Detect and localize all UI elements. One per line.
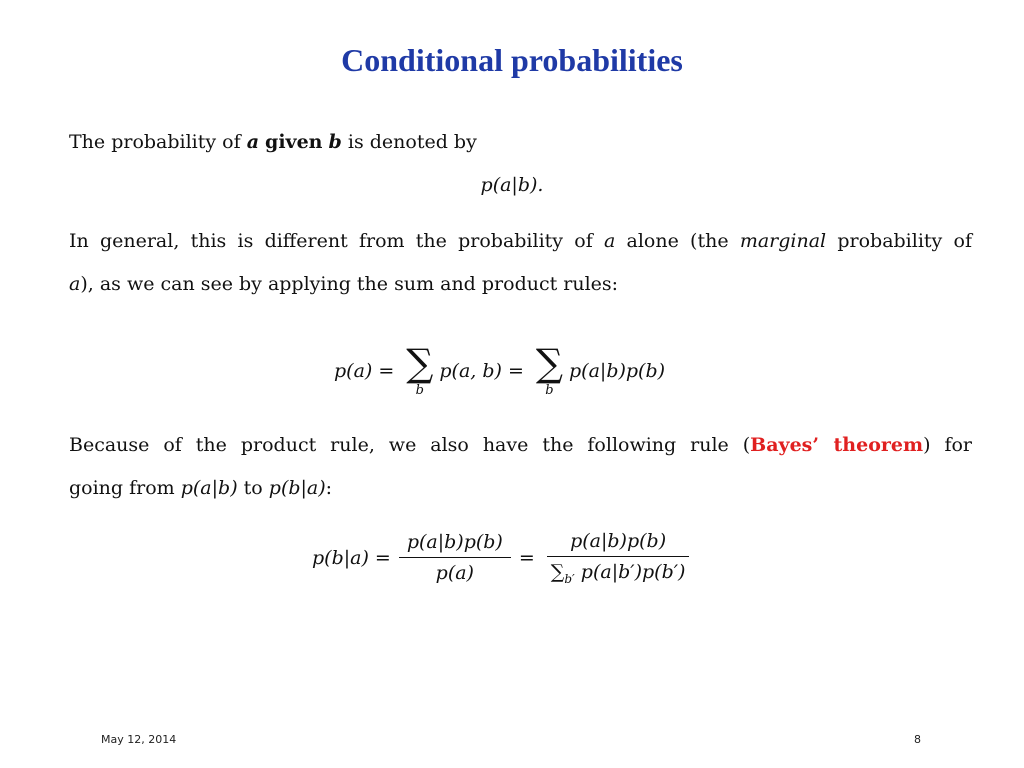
sum-sub-2: b: [545, 383, 554, 398]
general-line-1: [69, 220, 972, 263]
bayes-math-2: p(b|a): [268, 477, 326, 499]
bayes-lhs: p(b|a): [312, 546, 369, 569]
bayes-text-5: :: [325, 477, 333, 499]
general-marginal: marginal: [739, 230, 827, 252]
bayes-paragraph: [69, 424, 972, 510]
intro-given: given: [265, 131, 323, 153]
general-text-3: probability of: [826, 230, 972, 252]
fraction-2-denominator: [547, 556, 690, 586]
bayes-math-1: p(a|b): [180, 477, 238, 499]
sum-symbol-1: ∑: [406, 341, 434, 385]
bayes-equals-1: =: [374, 546, 391, 569]
general-var-a: a: [603, 230, 616, 252]
bayes-text-3: going from: [69, 477, 181, 499]
general-var-a2: a: [69, 273, 81, 295]
marginal-equals-2: =: [507, 359, 524, 382]
intro-paragraph: [69, 121, 972, 164]
bayes-text-2: ) for: [923, 434, 972, 456]
bayes-text-1: Because of the product rule, we also have the following rule (: [69, 434, 751, 456]
slide-title: Conditional probabilities: [341, 42, 683, 78]
bayes-fraction-1: [403, 531, 507, 584]
footer-date: May 12, 2014: [101, 733, 177, 746]
sum-symbol-2: ∑: [535, 341, 564, 385]
intro-text-1: The probability of: [69, 131, 247, 153]
bayes-theorem-highlight: Bayes’ theorem: [750, 434, 924, 456]
marginal-term-1: p(a, b): [439, 359, 502, 382]
intro-var-b: b: [328, 131, 342, 153]
intro-text-2: is denoted by: [341, 131, 477, 153]
bayes-fraction-2: [547, 530, 690, 586]
intro-var-a: a: [246, 131, 259, 153]
fraction-2-sum-sub: b′: [564, 571, 575, 586]
marginal-lhs: p(a): [334, 359, 373, 382]
general-text-4: ), as we can see by applying the sum and product rules:: [80, 273, 619, 295]
sum-sub-1: b: [415, 383, 424, 398]
bayes-equals-2: =: [518, 546, 535, 569]
fraction-2-sum-symbol: ∑: [550, 561, 565, 583]
fraction-1-denominator: p(a): [399, 557, 511, 584]
conditional-equation: p(a|b).: [480, 174, 544, 196]
fraction-2-denominator-rest: p(a|b′)p(b′): [580, 561, 686, 583]
bayes-line-1: [69, 424, 972, 467]
marginal-equals-1: =: [378, 359, 395, 382]
general-text-2: alone (the: [615, 230, 740, 252]
marginal-equation: [334, 341, 666, 398]
bayes-line-2: [69, 467, 972, 510]
fraction-2-numerator: p(a|b)p(b): [570, 530, 667, 552]
marginal-sum-2: [535, 341, 564, 398]
general-paragraph: [69, 220, 972, 306]
general-line-2: [69, 263, 972, 306]
marginal-term-2: p(a|b)p(b): [569, 359, 666, 382]
bayes-equation: [312, 530, 695, 586]
general-text-1: In general, this is different from the probability of: [69, 230, 604, 252]
bayes-text-4: to: [237, 477, 269, 499]
footer-page-number: 8: [914, 733, 921, 746]
fraction-1-numerator: p(a|b)p(b): [406, 531, 503, 554]
marginal-sum-1: [406, 341, 434, 398]
